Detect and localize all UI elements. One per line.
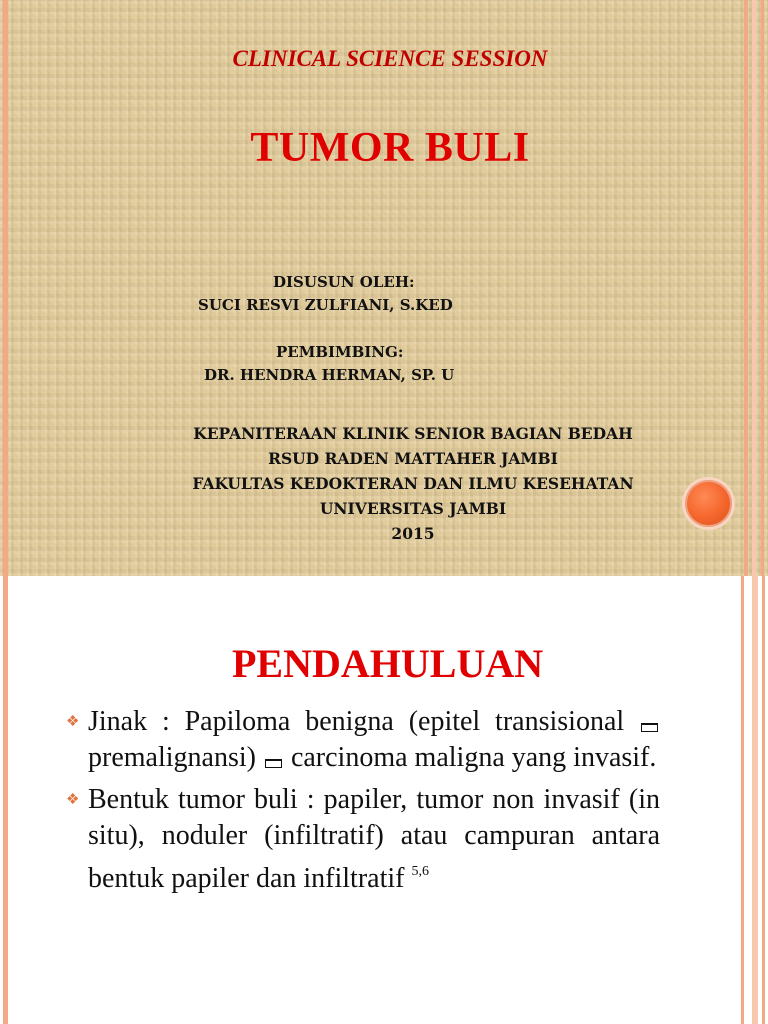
left-accent-bar [3,576,8,1024]
prepared-by-name: SUCI RESVI ZULFIANI, S.KED [198,296,453,314]
bullet-text: premalignansi) [88,742,256,773]
institution-line: FAKULTAS KEDOKTERAN DAN ILMU KESEHATAN [192,474,634,493]
bullet-text: Jinak : Papiloma benigna (epitel transisional [88,706,625,737]
main-title: TUMOR BULI [250,125,530,171]
reference-superscript: 5,6 [411,864,429,879]
institution-year: 2015 [391,524,435,543]
content-slide [0,576,768,1024]
list-item [66,782,660,897]
institution-line: UNIVERSITAS JAMBI [319,499,507,518]
arrow-box-icon [641,723,658,732]
supervisor-name: DR. HENDRA HERMAN, SP. U [204,366,455,384]
supervisor-label: PEMBIMBING: [276,343,404,361]
bullet-text: Bentuk tumor buli : papiler, tumor non invasif (in situ), noduler (infiltratif) atau campuran antara bentuk papiler dan infiltratif [88,784,660,894]
diamond-bullet-icon: ❖ [66,714,80,730]
prepared-by-label: DISUSUN OLEH: [273,273,415,291]
institution-line: RSUD RADEN MATTAHER JAMBI [268,449,558,468]
right-accent-line [762,576,765,1024]
institution-line: KEPANITERAAN KLINIK SENIOR BAGIAN BEDAH [193,424,633,443]
orange-circle-decoration [685,480,732,527]
diamond-bullet-icon: ❖ [66,792,80,808]
bullet-list [66,704,660,903]
section-heading: PENDAHULUAN [232,641,544,686]
right-accent-bar [741,576,744,1024]
arrow-box-icon [265,759,282,768]
bullet-text: carcinoma maligna yang invasif. [290,742,657,773]
session-title: CLINICAL SCIENCE SESSION [232,46,548,71]
list-item [66,704,660,776]
right-accent-bar-light [752,576,758,1024]
